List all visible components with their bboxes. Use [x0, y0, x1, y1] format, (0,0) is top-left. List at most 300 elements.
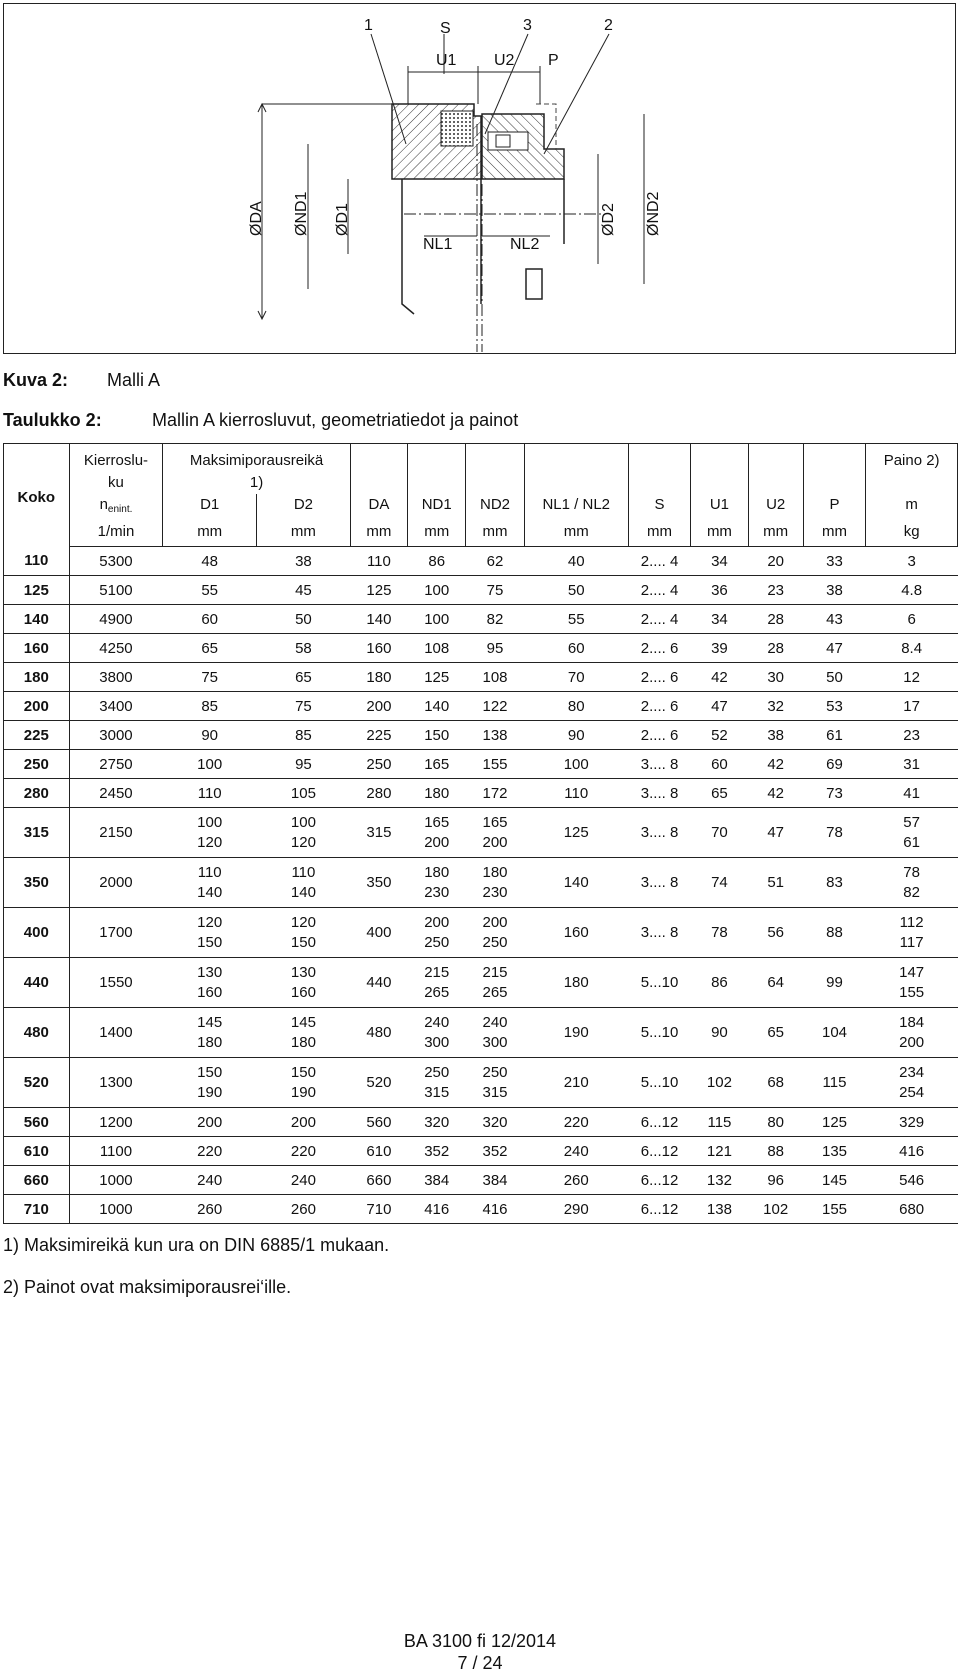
cell-d2 [257, 605, 351, 634]
cell-da-value: 520 [366, 1073, 392, 1091]
cell-nd1 [408, 779, 466, 808]
cell-p-value: 99 [826, 973, 843, 991]
cell-weight [866, 808, 958, 858]
cell-s-value: 2.... 6 [640, 639, 679, 657]
cell-nd2 [466, 808, 524, 858]
cell-u1 [691, 634, 748, 663]
hub-part-1 [392, 104, 481, 179]
cell-nd2 [466, 1058, 524, 1108]
cell-d1-value: 55 [201, 581, 219, 599]
cell-d2-value-alt: 190 [290, 1083, 316, 1101]
cell-speed-value: 1400 [99, 1023, 133, 1041]
cell-nd1-value: 320 [424, 1113, 450, 1131]
cell-nl [524, 750, 628, 779]
cell-s-value: 6...12 [640, 1113, 679, 1131]
footnote-1: 1) Maksimireikä kun ura on DIN 6885/1 mukaan. [3, 1235, 390, 1255]
cell-d2-value: 200 [290, 1113, 316, 1131]
cell-speed-value: 2150 [99, 823, 133, 841]
cell-size: 125 [4, 576, 70, 605]
cell-p-value: 53 [826, 697, 843, 715]
page-number: 7 / 24 [457, 1653, 503, 1673]
cell-d1-value-alt: 180 [197, 1033, 223, 1051]
cell-nl [524, 721, 628, 750]
cell-speed [69, 1137, 163, 1166]
cell-u1 [691, 858, 748, 908]
cell-d2 [257, 1137, 351, 1166]
cell-u1-value: 86 [711, 973, 728, 991]
cell-p [803, 858, 865, 908]
table-row [4, 1008, 958, 1058]
cell-weight-value: 329 [899, 1113, 925, 1131]
cell-nl [524, 958, 628, 1008]
cell-nd2 [466, 958, 524, 1008]
cell-p-value: 43 [826, 610, 843, 628]
cell-u1-value: 70 [711, 823, 728, 841]
cell-d1-value: 90 [201, 726, 219, 744]
cell-u2-value: 28 [767, 639, 785, 657]
cell-p [803, 1008, 865, 1058]
cell-d1 [163, 858, 257, 908]
cell-d1-value: 110 [197, 863, 222, 881]
cell-u1 [691, 1166, 748, 1195]
cell-d2-value: 75 [295, 697, 312, 715]
cell-d1-value-alt: 190 [197, 1083, 223, 1101]
cell-speed [69, 1195, 163, 1224]
cell-speed [69, 605, 163, 634]
cell-nd2-value: 320 [482, 1113, 508, 1131]
cell-p [803, 908, 865, 958]
cell-s-value: 2.... 4 [640, 610, 679, 628]
cell-weight [866, 721, 958, 750]
cell-speed [69, 547, 163, 576]
cell-d2 [257, 663, 351, 692]
cell-p-value: 69 [826, 755, 843, 773]
cell-d1-value: 130 [197, 963, 223, 981]
cell-d2-value: 50 [295, 610, 312, 628]
cell-nd1 [408, 663, 466, 692]
cell-u1 [691, 663, 748, 692]
cell-u1-value: 78 [711, 923, 728, 941]
cell-d1 [163, 1058, 257, 1108]
cell-s [628, 721, 690, 750]
cell-nl-value: 50 [567, 581, 585, 599]
cell-da-value: 250 [366, 755, 392, 773]
cell-nl-value: 100 [563, 755, 589, 773]
cell-p-value: 135 [821, 1142, 848, 1160]
cell-s [628, 1166, 690, 1195]
cell-nd2-value: 108 [482, 668, 508, 686]
cell-d1 [163, 692, 257, 721]
table-row [4, 1137, 958, 1166]
cell-p-value: 83 [826, 873, 843, 891]
cell-u1 [691, 908, 748, 958]
cell-weight-value: 57 [903, 813, 920, 831]
cell-u1 [691, 750, 748, 779]
cell-nd2-value-alt: 315 [482, 1083, 508, 1101]
cell-nd2-value: 75 [486, 581, 504, 599]
cell-u1 [691, 1008, 748, 1058]
cell-nd1 [408, 750, 466, 779]
cell-nd1-value: 108 [424, 639, 450, 657]
cell-p-value: 50 [826, 668, 843, 686]
cell-nl-value: 40 [567, 552, 585, 570]
cell-u2-value: 102 [763, 1200, 789, 1218]
cell-nd1-value-alt: 300 [424, 1033, 450, 1051]
cell-weight [866, 1166, 958, 1195]
cell-da [350, 750, 407, 779]
doc-reference: BA 3100 fi 12/2014 [403, 1631, 557, 1651]
cell-d2-value-alt: 150 [290, 933, 316, 951]
cell-nl-value: 90 [567, 726, 585, 744]
cell-u2-value: 80 [767, 1113, 785, 1131]
table-body [4, 547, 958, 1224]
cell-d2-value: 100 [290, 813, 316, 831]
cell-da [350, 576, 407, 605]
cell-nd1 [408, 1058, 466, 1108]
cell-d2-value: 38 [295, 552, 312, 570]
cell-p-value: 78 [826, 823, 843, 841]
cell-d2-value: 45 [295, 581, 312, 599]
cell-d2-value: 85 [295, 726, 312, 744]
cell-weight [866, 1008, 958, 1058]
cell-d1 [163, 547, 257, 576]
cell-nd1-value: 180 [424, 784, 450, 802]
cell-speed [69, 779, 163, 808]
cell-u1-value: 36 [711, 581, 728, 599]
cell-d1 [163, 721, 257, 750]
cell-s [628, 663, 690, 692]
cell-u2-value: 64 [767, 973, 785, 991]
cell-u2-value: 96 [767, 1171, 785, 1189]
cell-p [803, 1195, 865, 1224]
cell-speed-value: 2750 [99, 755, 133, 773]
cell-da-value: 440 [366, 973, 392, 991]
cell-d1-value: 75 [201, 668, 219, 686]
cell-s-value: 3.... 8 [640, 873, 679, 891]
table-row [4, 576, 958, 605]
header-unit-d1: mm [163, 521, 257, 547]
cell-da-value: 315 [366, 823, 392, 841]
cell-p [803, 576, 865, 605]
cell-nd2 [466, 634, 524, 663]
cell-s [628, 1195, 690, 1224]
cell-nl-value: 220 [563, 1113, 589, 1131]
cell-da [350, 547, 407, 576]
cell-d1-value-alt: 140 [197, 883, 223, 901]
cell-u1 [691, 1058, 748, 1108]
cell-nd1-value: 100 [424, 610, 450, 628]
cell-nd1-value: 86 [428, 552, 446, 570]
cell-p [803, 1137, 865, 1166]
cell-weight-value-alt: 254 [899, 1083, 925, 1101]
cell-nd1 [408, 1195, 466, 1224]
cell-nd1-value-alt: 230 [424, 883, 450, 901]
cell-u2 [748, 605, 803, 634]
cell-d1 [163, 779, 257, 808]
cell-weight-value: 680 [899, 1200, 925, 1218]
cell-p [803, 958, 865, 1008]
cell-d1-value: 100 [197, 755, 223, 773]
cell-u1-value: 39 [711, 639, 728, 657]
cell-d1-value: 110 [197, 784, 222, 802]
cell-da-value: 350 [366, 873, 392, 891]
header-col-u2: U2 [748, 494, 803, 521]
cell-nd2-value-alt: 230 [482, 883, 508, 901]
cell-speed [69, 634, 163, 663]
label-dia-nd2: ØND2 [645, 191, 662, 236]
header-unit-u1: mm [691, 521, 748, 547]
label-dia-d2: ØD2 [600, 203, 617, 236]
cell-d1-value: 120 [197, 913, 223, 931]
cell-d2 [257, 1195, 351, 1224]
cell-nd1-value: 384 [424, 1171, 450, 1189]
cell-nd1-value: 100 [424, 581, 450, 599]
cell-speed [69, 663, 163, 692]
cell-nd2-value: 138 [482, 726, 508, 744]
cell-d2-value: 240 [290, 1171, 316, 1189]
cell-d2-value: 260 [290, 1200, 316, 1218]
cell-nd2 [466, 663, 524, 692]
cell-d2-value-alt: 140 [290, 883, 316, 901]
header-unit-da: mm [350, 521, 407, 547]
cell-s [628, 1008, 690, 1058]
cell-size: 225 [4, 721, 70, 750]
cell-da [350, 1137, 407, 1166]
cell-weight-value-alt: 82 [903, 883, 920, 901]
cell-u2-value: 42 [767, 784, 785, 802]
cell-nd1-value: 200 [424, 913, 450, 931]
cell-nl [524, 576, 628, 605]
cell-nd2-value-alt: 300 [482, 1033, 508, 1051]
table-header [4, 444, 958, 547]
cell-size: 110 [4, 547, 70, 576]
cell-u2-value: 42 [767, 755, 785, 773]
cell-weight-value: 12 [903, 668, 920, 686]
cell-speed [69, 1108, 163, 1137]
cell-d2 [257, 576, 351, 605]
cell-d2 [257, 908, 351, 958]
cell-da-value: 140 [366, 610, 392, 628]
cell-s [628, 576, 690, 605]
cell-nl [524, 779, 628, 808]
table-row [4, 750, 958, 779]
cell-d1-value: 60 [201, 610, 219, 628]
cell-weight-value-alt: 117 [899, 933, 924, 951]
table-row [4, 605, 958, 634]
cell-da-value: 660 [366, 1171, 392, 1189]
cell-nd1 [408, 576, 466, 605]
cell-da-value: 225 [366, 726, 392, 744]
cell-u1 [691, 576, 748, 605]
header-col-nl: NL1 / NL2 [524, 494, 628, 521]
cell-nd1-value: 125 [424, 668, 450, 686]
cell-da-value: 480 [366, 1023, 392, 1041]
cell-speed-value: 2000 [99, 873, 133, 891]
cell-da-value: 400 [366, 923, 392, 941]
cell-nd1 [408, 1108, 466, 1137]
cell-da [350, 1008, 407, 1058]
cell-p-value: 125 [821, 1113, 848, 1131]
cell-d2 [257, 958, 351, 1008]
label-u1: U1 [436, 52, 457, 69]
cell-da [350, 779, 407, 808]
cell-da [350, 808, 407, 858]
cell-s [628, 1108, 690, 1137]
cell-u2 [748, 779, 803, 808]
cell-nd2-value: 416 [482, 1200, 508, 1218]
cell-s-value: 6...12 [640, 1200, 679, 1218]
cell-nl [524, 1137, 628, 1166]
cell-d2-value: 130 [290, 963, 316, 981]
hub-part-2 [482, 114, 564, 179]
cell-p-value: 33 [826, 552, 843, 570]
cell-nd2-value: 82 [486, 610, 504, 628]
cell-nd2-value: 165 [482, 813, 508, 831]
cell-size: 480 [4, 1008, 70, 1058]
cell-weight-value: 23 [903, 726, 920, 744]
cell-p [803, 1166, 865, 1195]
header-speed-symbol: $n_{enint.}$ [69, 494, 163, 521]
cell-nl-value: 210 [563, 1073, 589, 1091]
cell-s-value: 2.... 4 [640, 581, 679, 599]
coupling-section-svg [4, 4, 954, 352]
header-unit-nd1: mm [408, 521, 466, 547]
label-dia-da: ØDA [248, 201, 265, 236]
cell-u2-value: 51 [767, 873, 785, 891]
cell-speed-value: 1000 [99, 1200, 133, 1218]
cell-u1 [691, 605, 748, 634]
cell-p [803, 808, 865, 858]
cell-p [803, 663, 865, 692]
coupling-drawing [3, 3, 956, 354]
cell-speed [69, 1008, 163, 1058]
cell-nl-value: 240 [563, 1142, 589, 1160]
label-p: P [548, 52, 559, 69]
cell-s-value: 6...12 [640, 1142, 679, 1160]
cell-u2 [748, 1137, 803, 1166]
cell-nd2-value: 250 [482, 1063, 508, 1081]
cell-u1 [691, 692, 748, 721]
cell-u2-value: 30 [767, 668, 785, 686]
cell-da [350, 1058, 407, 1108]
header-unit-s: mm [628, 521, 690, 547]
cell-size: 560 [4, 1108, 70, 1137]
table-row [4, 958, 958, 1008]
cell-nd1-value: 250 [424, 1063, 450, 1081]
cell-speed-value: 4900 [99, 610, 133, 628]
cell-weight-value-alt: 61 [903, 833, 920, 851]
cell-nl [524, 1058, 628, 1108]
cell-weight-value-alt: 200 [899, 1033, 925, 1051]
cell-d2 [257, 808, 351, 858]
header-col-m: m [866, 494, 958, 521]
cell-u2-value: 47 [767, 823, 785, 841]
cell-nd1-value-alt: 250 [424, 933, 450, 951]
cell-nl-value: 190 [563, 1023, 589, 1041]
cell-nd2-value-alt: 250 [482, 933, 508, 951]
cell-weight-value: 8.4 [901, 639, 923, 657]
cell-size: 160 [4, 634, 70, 663]
cell-p-value: 47 [826, 639, 843, 657]
cell-da [350, 663, 407, 692]
cell-da [350, 634, 407, 663]
cell-weight-value: 41 [903, 784, 920, 802]
cell-u2 [748, 692, 803, 721]
cell-p [803, 779, 865, 808]
cell-speed-value: 5100 [99, 581, 133, 599]
label-2: 2 [604, 17, 613, 34]
table-row [4, 663, 958, 692]
cell-nl [524, 605, 628, 634]
cell-weight-value-alt: 155 [899, 983, 925, 1001]
cell-u2-value: 32 [767, 697, 785, 715]
cell-u1 [691, 1108, 748, 1137]
cell-u1-value: 52 [711, 726, 728, 744]
cell-size: 440 [4, 958, 70, 1008]
table-caption-label: Taulukko 2: [3, 410, 102, 430]
cell-d1 [163, 634, 257, 663]
cell-u2 [748, 721, 803, 750]
cell-p [803, 605, 865, 634]
cell-nl [524, 634, 628, 663]
cell-s [628, 1137, 690, 1166]
cell-nd1 [408, 721, 466, 750]
cell-p-value: 104 [821, 1023, 848, 1041]
cell-d2-value: 110 [291, 863, 316, 881]
cell-u2-value: 28 [767, 610, 785, 628]
cell-u1-value: 132 [706, 1171, 732, 1189]
cell-weight [866, 858, 958, 908]
cell-d1 [163, 1008, 257, 1058]
footnote-2: 2) Painot ovat maksimiporausrei‘ille. [3, 1277, 292, 1297]
table-caption-title: Mallin A kierrosluvut, geometriatiedot ja painot [152, 410, 519, 430]
figure-caption-title: Malli A [107, 370, 161, 390]
cell-weight [866, 779, 958, 808]
table-row [4, 1195, 958, 1224]
cell-u2 [748, 1058, 803, 1108]
cell-d1-value-alt: 160 [197, 983, 223, 1001]
cell-s [628, 547, 690, 576]
cell-u2 [748, 1195, 803, 1224]
cell-nd2 [466, 1008, 524, 1058]
cell-d1-value: 260 [197, 1200, 223, 1218]
cell-speed-value: 1200 [99, 1113, 133, 1131]
cell-weight-value: 6 [907, 610, 916, 628]
cell-nd1 [408, 634, 466, 663]
cell-nd2 [466, 779, 524, 808]
cell-s [628, 750, 690, 779]
header-koko: Koko [4, 444, 70, 547]
cell-nl-value: 125 [563, 823, 589, 841]
cell-s-value: 5...10 [640, 1023, 679, 1041]
cell-size: 250 [4, 750, 70, 779]
figure-caption-label: Kuva 2: [3, 370, 69, 390]
cell-nl [524, 547, 628, 576]
cell-da [350, 1166, 407, 1195]
cell-d2 [257, 779, 351, 808]
cell-nd1-value-alt: 265 [424, 983, 450, 1001]
cell-weight [866, 663, 958, 692]
cell-nd2 [466, 1195, 524, 1224]
cell-u1-value: 90 [711, 1023, 728, 1041]
cell-d1-value: 48 [201, 552, 219, 570]
cell-size: 140 [4, 605, 70, 634]
cell-u2 [748, 1108, 803, 1137]
cell-weight-value: 17 [903, 697, 920, 715]
cell-s [628, 1058, 690, 1108]
cell-da-value: 560 [366, 1113, 392, 1131]
cell-nl-value: 260 [563, 1171, 589, 1189]
